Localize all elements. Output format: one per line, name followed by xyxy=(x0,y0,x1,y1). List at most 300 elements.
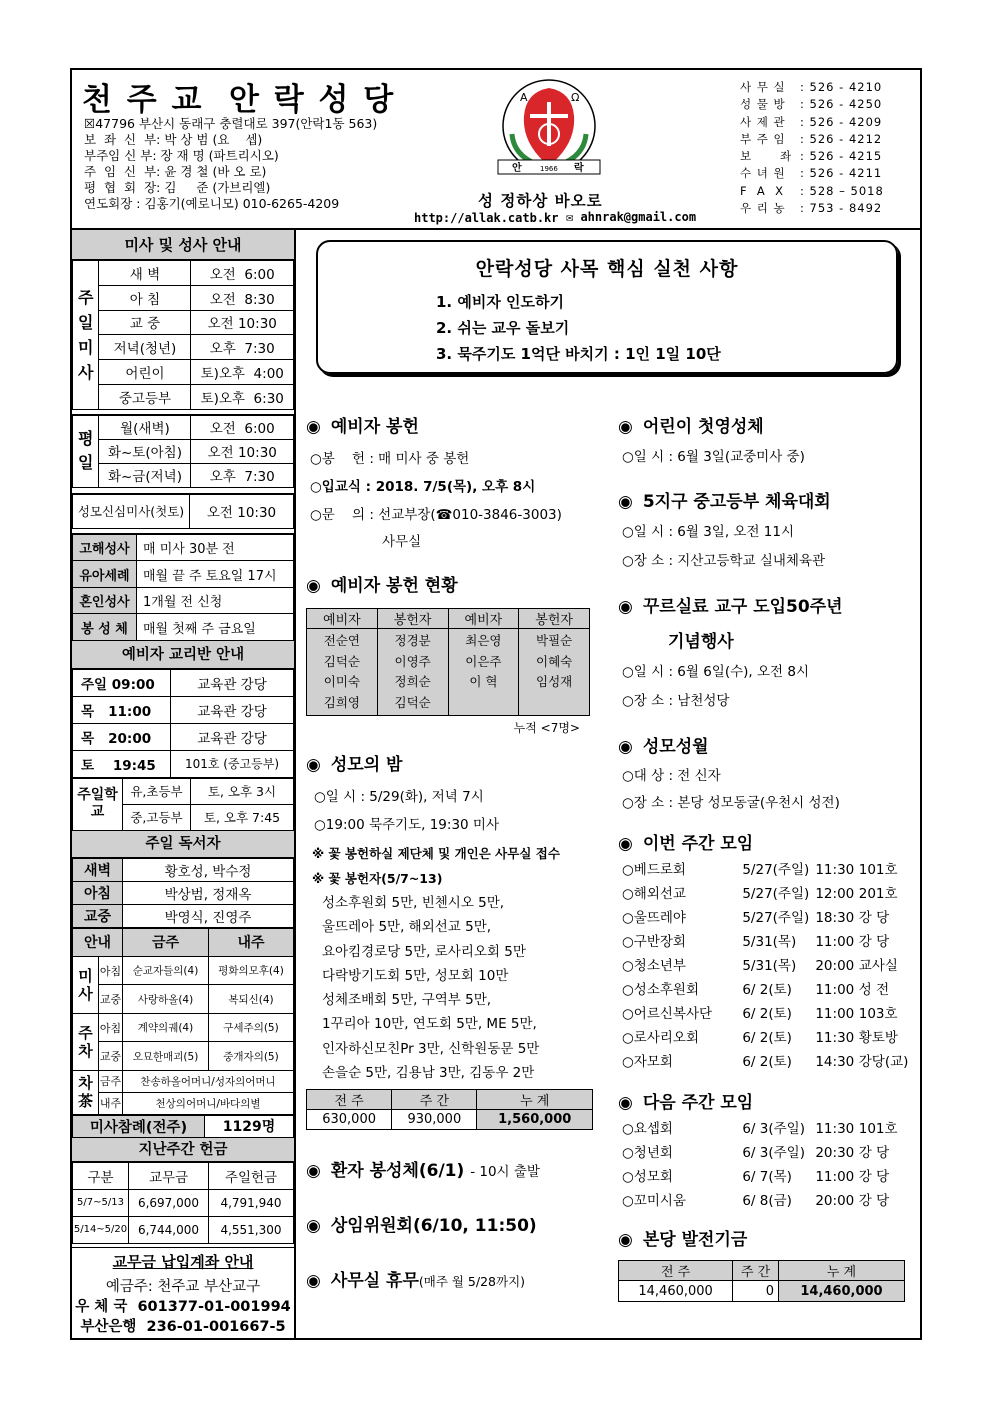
fund-head: 누 계 xyxy=(778,1261,904,1281)
section-title: 상임위원회(6/10, 11:50) xyxy=(330,1216,537,1237)
meeting-place: 101호 xyxy=(858,862,898,878)
sum-value: 930,000 xyxy=(392,1110,477,1130)
sunday-school-table xyxy=(72,778,294,831)
donor-line: 다락방기도회 5만, 성모회 10만 xyxy=(322,967,509,984)
mary-night-sum-table xyxy=(306,1089,593,1130)
guide-head: 안내 xyxy=(73,928,123,956)
r4-item: ○장 소 : 본당 성모동굴(우천시 성전) xyxy=(622,795,840,811)
guide-tea-name: 천상의어머니/바다의별 xyxy=(123,1092,294,1114)
reader-row xyxy=(73,904,294,927)
s1-list xyxy=(306,445,596,555)
guide-mass: 교중 xyxy=(99,985,123,1014)
readers-title: 주일 독서자 xyxy=(72,831,294,858)
r3-item: ○장 소 : 남천성당 xyxy=(622,693,730,709)
status-name: 박필순 xyxy=(536,633,573,648)
contact-number: 528 – 5018 xyxy=(809,183,884,198)
sunday-mass-row xyxy=(73,335,294,360)
offering-sunday: 4,551,300 xyxy=(209,1216,294,1243)
patron-saint: 성 정하상 바오로 xyxy=(478,192,603,210)
guide-this-week: 계약의궤(4) xyxy=(123,1013,209,1042)
meeting-place: 강당(교) xyxy=(858,1054,909,1070)
guide-this-week: 사랑하올(4) xyxy=(123,985,209,1014)
mass-title: 미사 및 성사 안내 xyxy=(72,230,294,260)
contact-sep: : xyxy=(800,183,810,198)
contact-list xyxy=(740,79,884,217)
catechumen-table xyxy=(72,669,294,778)
logo-alpha: A xyxy=(520,91,528,104)
target-bullet-icon: ◉ xyxy=(306,1216,321,1237)
section-building-fund xyxy=(618,1225,914,1250)
reader-names: 황호성, 박수정 xyxy=(123,858,294,881)
section-next-week xyxy=(618,1088,914,1113)
section-title: 성모성월 xyxy=(642,737,709,757)
meeting-date: 5/27(주일) xyxy=(742,910,810,926)
meeting-row xyxy=(622,978,914,1002)
weekday-mass-row xyxy=(73,463,294,487)
status-column xyxy=(307,629,378,716)
status-head: 봉헌자 xyxy=(377,609,448,629)
contact-row xyxy=(740,131,884,148)
sacrament-row xyxy=(73,614,294,641)
mass-time: 오전 10:30 xyxy=(191,439,294,463)
catechumen-row xyxy=(73,723,294,750)
contact-sep: : xyxy=(800,80,810,94)
contact-sep: : xyxy=(800,166,810,181)
contact-sep: : xyxy=(800,114,810,129)
staff-line: 평 협 회 장: 김 준 (가브리엘) xyxy=(84,180,271,195)
section-cursillo-line2: 기념행사 xyxy=(668,632,734,652)
weekday-mass-row xyxy=(73,415,294,439)
status-name: 이미숙 xyxy=(323,674,360,689)
guide-row xyxy=(73,1013,294,1042)
staff-line: 보 좌 신 부: 박 상 범 (요 셉) xyxy=(84,132,263,147)
guide-next-week: 복되신(4) xyxy=(209,985,294,1014)
mass-name: 화~금(저녁) xyxy=(99,463,191,487)
catechumen-place: 101호 (중고등부) xyxy=(171,750,294,777)
meeting-place: 교사실 xyxy=(858,958,898,974)
catechumen-time: 토 19:45 xyxy=(73,750,171,777)
status-name: 정희순 xyxy=(394,674,431,689)
guide-tea-week: 내주 xyxy=(99,1092,123,1114)
core-item: 2. 쉬는 교우 돌보기 xyxy=(436,319,570,337)
meeting-time: 20:00 xyxy=(815,1193,855,1209)
fund-value: 0 xyxy=(733,1281,779,1302)
sacrament-name: 유아세례 xyxy=(73,561,137,588)
guide-next-week: 구세주의(5) xyxy=(209,1013,294,1042)
status-name: 김덕순 xyxy=(394,694,431,710)
mass-time: 오전 8:30 xyxy=(191,285,294,310)
meeting-place: 성 전 xyxy=(858,982,890,998)
mass-time: 토)오후 4:00 xyxy=(191,360,294,385)
target-bullet-icon: ◉ xyxy=(618,417,633,437)
meeting-time: 11:00 xyxy=(815,1169,855,1185)
contact-label: 사 무 실 xyxy=(740,80,786,94)
section-first-communion xyxy=(618,412,914,437)
catechumen-row xyxy=(73,669,294,696)
meeting-date: 5/27(주일) xyxy=(742,886,810,902)
contact-row xyxy=(740,114,884,131)
contact-number: 753 - 8492 xyxy=(809,201,883,216)
staff-line: 주 임 신 부: 윤 경 철 (바 오 로) xyxy=(84,164,267,179)
target-bullet-icon: ◉ xyxy=(306,576,321,596)
reader-mass: 새벽 xyxy=(73,858,123,881)
meeting-place: 강 당 xyxy=(858,1193,890,1209)
contact-number: 526 - 4215 xyxy=(809,149,883,164)
sum-head: 누 계 xyxy=(477,1090,593,1110)
account-postoffice: 우 체 국 601377-01-001994 xyxy=(75,1298,291,1315)
mass-time: 오전 10:30 xyxy=(191,310,294,335)
status-name: 정경분 xyxy=(394,633,431,648)
offering-period: 5/7~5/13 xyxy=(73,1189,129,1216)
sunday-mass-row xyxy=(73,310,294,335)
offering-period: 5/14~5/20 xyxy=(73,1216,129,1243)
contact-label: 수 녀 원 xyxy=(740,166,786,181)
mass-name: 중고등부 xyxy=(99,384,191,409)
status-name: 임성재 xyxy=(536,674,573,689)
meeting-time: 11:30 xyxy=(815,1121,855,1137)
email-link[interactable] xyxy=(566,210,696,224)
section-title: 예비자 봉헌 xyxy=(330,417,419,437)
contact-row xyxy=(740,165,884,182)
address: ☒47796 부산시 동래구 충렬대로 397(안락1동 563) xyxy=(84,116,378,131)
s3-note: ※ 꽃 봉헌하실 제단체 및 개인은 사무실 접수 xyxy=(312,846,560,861)
status-name: 이은주 xyxy=(465,653,502,669)
fund-head: 전 주 xyxy=(619,1261,733,1281)
meeting-place: 강 당 xyxy=(858,910,890,926)
catechumen-place: 교육관 강당 xyxy=(171,723,294,750)
section-standing-committee xyxy=(306,1211,596,1236)
s3-list xyxy=(306,783,596,839)
right-column xyxy=(618,412,914,1302)
meeting-time: 11:30 xyxy=(815,1030,855,1046)
reader-names: 박상범, 정재옥 xyxy=(123,881,294,904)
status-name: 김희영 xyxy=(323,694,360,710)
contact-label: F A X xyxy=(740,183,784,198)
mass-name: 아 침 xyxy=(99,285,191,310)
status-head: 예비자 xyxy=(448,609,519,629)
school-group: 유,초등부 xyxy=(123,778,191,804)
section-title: 이번 주간 모임 xyxy=(642,834,754,854)
meeting-row xyxy=(622,954,914,978)
section-note: - 10시 출발 xyxy=(470,1164,540,1181)
section-note: (매주 월 5/28까지) xyxy=(418,1274,526,1290)
contact-label: 성 물 방 xyxy=(740,97,786,112)
mass-name: 새 벽 xyxy=(99,261,191,286)
meeting-name: ○구반장회 xyxy=(622,934,686,950)
guide-next-week: 중개자의(5) xyxy=(209,1042,294,1071)
meeting-time: 11:00 xyxy=(815,934,855,950)
this-week-list xyxy=(618,858,914,1074)
contact-row xyxy=(740,148,884,165)
meeting-name: ○자모회 xyxy=(622,1054,673,1070)
offering-head: 구분 xyxy=(73,1162,129,1189)
guide-label: 주차 xyxy=(73,1013,99,1070)
meeting-date: 6/ 2(토) xyxy=(742,1030,792,1046)
catechumen-status-table xyxy=(306,608,590,716)
reader-row xyxy=(73,858,294,881)
donor-line: 울뜨레아 5만, 해외선교 5만, xyxy=(322,919,492,936)
r3-item: ○일 시 : 6월 6일(수), 오전 8시 xyxy=(622,664,809,680)
catechumen-row xyxy=(73,750,294,777)
mass-name: 교 중 xyxy=(99,310,191,335)
attendance-label: 미사참례(전주) xyxy=(73,1115,205,1137)
section-sick-communion xyxy=(306,1156,596,1181)
parish-title: 천 주 교 안 락 성 당 xyxy=(82,82,396,118)
weekday-mass-row xyxy=(73,439,294,463)
website-link[interactable]: http://allak.catb.kr xyxy=(414,211,559,225)
target-bullet-icon: ◉ xyxy=(618,492,633,512)
contact-number: 526 - 4210 xyxy=(809,80,883,94)
logo-emblem-icon xyxy=(494,74,604,186)
section-title: 성모의 밤 xyxy=(330,755,403,775)
sacrament-name: 혼인성사 xyxy=(73,587,137,614)
reader-names: 박영식, 진영주 xyxy=(123,904,294,927)
weekday-label: 평일 xyxy=(73,415,99,487)
sunday-label: 주일미사 xyxy=(73,261,99,410)
section-this-week xyxy=(618,829,914,854)
meeting-date: 6/ 3(주일) xyxy=(742,1121,805,1137)
target-bullet-icon: ◉ xyxy=(306,755,321,775)
target-bullet-icon: ◉ xyxy=(306,417,321,437)
offering-dues: 6,744,000 xyxy=(129,1216,209,1243)
reader-row xyxy=(73,881,294,904)
mass-name: 화~토(아침) xyxy=(99,439,191,463)
meeting-place: 201호 xyxy=(858,886,898,902)
guide-mass: 교중 xyxy=(99,1042,123,1071)
sacrament-info: 매월 끝 주 토요일 17시 xyxy=(137,561,294,588)
s1-item: ○문 의 : 선교부장(☎010-3846-3003) xyxy=(310,507,562,523)
s3-item: ○일 시 : 5/29(화), 저녁 7시 xyxy=(314,789,484,805)
contact-number: 526 - 4209 xyxy=(809,114,883,129)
meeting-date: 5/31(목) xyxy=(742,934,797,950)
contact-sep: : xyxy=(800,201,810,216)
offering-title: 지난주간 헌금 xyxy=(72,1138,294,1162)
contact-number: 526 - 4250 xyxy=(809,97,883,112)
meeting-place: 103호 xyxy=(858,1006,898,1022)
meeting-row xyxy=(622,882,914,906)
envelope-icon: ✉ xyxy=(566,210,581,224)
meeting-time: 12:00 xyxy=(815,886,855,902)
sum-head: 주 간 xyxy=(392,1090,477,1110)
s1-item: ○봉 헌 : 매 미사 중 봉헌 xyxy=(310,451,470,467)
meeting-place: 강 당 xyxy=(858,1169,890,1185)
attendance-value: 1129명 xyxy=(205,1115,294,1137)
status-column xyxy=(448,629,519,716)
donor-list xyxy=(306,891,596,1085)
offering-head: 주일헌금 xyxy=(209,1162,294,1189)
column-divider xyxy=(294,228,296,1340)
status-name: 전순연 xyxy=(323,633,360,648)
guide-table xyxy=(72,928,294,1115)
meeting-time: 18:30 xyxy=(815,910,855,926)
left-column xyxy=(72,230,294,1337)
mass-time: 토)오후 6:30 xyxy=(191,384,294,409)
donor-line: 성소후원회 5만, 빈첸시오 5만, xyxy=(322,895,505,911)
status-name: 김덕순 xyxy=(323,653,360,669)
section-cursillo xyxy=(618,592,914,617)
target-bullet-icon: ◉ xyxy=(306,1161,321,1182)
catechumen-place: 교육관 강당 xyxy=(171,696,294,723)
target-bullet-icon: ◉ xyxy=(618,737,633,757)
logo-year: 1966 xyxy=(540,165,558,173)
account-title: 교무금 납입계좌 안내 xyxy=(112,1252,254,1271)
meeting-date: 6/ 2(토) xyxy=(742,1054,792,1070)
s1-item: ○입교식 : 2018. 7/5(목), 오후 8시 xyxy=(310,479,536,495)
guide-tea-label: 차茶 xyxy=(73,1070,99,1114)
target-bullet-icon: ◉ xyxy=(306,1271,321,1292)
contact-row xyxy=(740,96,884,113)
mass-name: 어린이 xyxy=(99,360,191,385)
sum-total: 1,560,000 xyxy=(477,1110,593,1130)
contact-row xyxy=(740,79,884,96)
meeting-name: ○요셉회 xyxy=(622,1121,673,1137)
mass-time: 오전 6:00 xyxy=(191,415,294,439)
status-name: 이영주 xyxy=(394,653,431,669)
guide-tea-row xyxy=(73,1092,294,1114)
donor-line: 1꾸리아 10만, 연도회 5만, ME 5만, xyxy=(322,1016,537,1033)
meeting-date: 5/27(주일) xyxy=(742,862,810,878)
first-sat-label: 성모신심미사(첫토) xyxy=(73,494,190,528)
offering-table xyxy=(72,1162,294,1244)
meeting-row xyxy=(622,1050,914,1074)
core-box xyxy=(316,240,898,374)
meeting-place: 강 당 xyxy=(858,1145,890,1161)
meeting-date: 6/ 2(토) xyxy=(742,982,792,998)
guide-tea-row xyxy=(73,1070,294,1092)
section-marian-month xyxy=(618,732,914,757)
meeting-row xyxy=(622,1002,914,1026)
target-bullet-icon: ◉ xyxy=(618,1230,633,1250)
meeting-name: ○로사리오회 xyxy=(622,1030,699,1046)
weekday-mass-table xyxy=(72,415,294,488)
fund-head: 주 간 xyxy=(733,1261,779,1281)
meeting-date: 6/ 8(금) xyxy=(742,1193,792,1209)
meeting-name: ○청년회 xyxy=(622,1145,673,1161)
sunday-mass-row xyxy=(73,384,294,409)
sacrament-row xyxy=(73,534,294,561)
guide-tea-week: 금주 xyxy=(99,1070,123,1092)
donor-line: 성체조배회 5만, 구역부 5만, xyxy=(322,992,492,1009)
fund-value: 14,460,000 xyxy=(619,1281,733,1302)
catechumen-time: 목 20:00 xyxy=(73,723,171,750)
offering-row xyxy=(73,1189,294,1216)
contact-sep: : xyxy=(800,131,810,146)
section-youth-sports xyxy=(618,487,914,512)
first-saturday-table xyxy=(72,494,294,529)
section-catechumen-offering xyxy=(306,412,596,437)
contact-sep: : xyxy=(800,149,810,164)
donor-line: 손을순 5만, 김용남 3만, 김동우 2만 xyxy=(322,1065,535,1082)
middle-column xyxy=(306,412,596,1291)
guide-next-week: 평화의모후(4) xyxy=(209,956,294,985)
guide-mass: 아침 xyxy=(99,1013,123,1042)
meeting-place: 강 당 xyxy=(858,934,890,950)
mass-time: 오후 7:30 xyxy=(191,335,294,360)
contact-number: 526 - 4212 xyxy=(809,131,883,146)
readers-table xyxy=(72,858,294,928)
section-office-closed xyxy=(306,1266,596,1291)
reader-mass: 아침 xyxy=(73,881,123,904)
guide-head: 내주 xyxy=(209,928,294,956)
meeting-time: 11:30 xyxy=(815,862,855,878)
catechumen-row xyxy=(73,696,294,723)
meeting-place: 황토방 xyxy=(858,1030,898,1046)
reader-mass: 교중 xyxy=(73,904,123,927)
meeting-name: ○베드로회 xyxy=(622,862,686,878)
donor-line: 요아킴경로당 5만, 로사리오회 5만 xyxy=(322,943,526,960)
meeting-name: ○청소년부 xyxy=(622,958,686,974)
contact-label: 부 주 임 xyxy=(740,131,786,146)
meeting-name: ○울뜨레야 xyxy=(622,910,686,926)
header-info xyxy=(84,117,377,212)
guide-row xyxy=(73,1042,294,1071)
sacrament-row xyxy=(73,587,294,614)
mass-name: 월(새벽) xyxy=(99,415,191,439)
school-time: 토, 오후 7:45 xyxy=(191,804,294,830)
meeting-time: 14:30 xyxy=(815,1054,855,1070)
account-busan-bank: 부산은행 236-01-001667-5 xyxy=(80,1318,286,1335)
logo-omega: Ω xyxy=(571,91,580,104)
section-title: 예비자 봉헌 현황 xyxy=(330,576,458,596)
meeting-name: ○어르신복사단 xyxy=(622,1006,713,1022)
meeting-name: ○성모회 xyxy=(622,1169,673,1185)
fund-total: 14,460,000 xyxy=(778,1281,904,1302)
status-name: 이 혁 xyxy=(469,674,498,689)
target-bullet-icon: ◉ xyxy=(618,834,633,854)
target-bullet-icon: ◉ xyxy=(618,1093,633,1113)
building-fund-table xyxy=(618,1260,905,1302)
meeting-name: ○성소후원회 xyxy=(622,982,699,998)
meeting-row xyxy=(622,930,914,954)
sum-head: 전 주 xyxy=(307,1090,392,1110)
offering-head: 교무금 xyxy=(129,1162,209,1189)
section-title: 본당 발전기금 xyxy=(642,1230,748,1250)
core-item: 1. 예비자 인도하기 xyxy=(436,293,565,311)
meeting-row xyxy=(622,906,914,930)
mass-time: 오전 6:00 xyxy=(191,261,294,286)
section-mary-night xyxy=(306,750,596,775)
sunday-mass-row xyxy=(73,261,294,286)
sacrament-info: 매 미사 30분 전 xyxy=(137,534,294,561)
status-name: 최은영 xyxy=(465,633,502,648)
status-total: 누적 <7명> xyxy=(513,721,580,735)
s3-donors-title: ※ 꽃 봉헌자(5/7~13) xyxy=(312,871,443,886)
meeting-time: 11:00 xyxy=(815,1006,855,1022)
contact-number: 526 - 4211 xyxy=(809,166,883,181)
meeting-time: 20:30 xyxy=(815,1145,855,1161)
r1-item: ○일 시 : 6월 3일(교중미사 중) xyxy=(622,449,805,465)
r4-item: ○대 상 : 전 신자 xyxy=(622,768,721,784)
meeting-row xyxy=(622,858,914,882)
section-catechumen-status xyxy=(306,571,596,596)
contact-label: 사 제 관 xyxy=(740,114,786,129)
email-text: ahnrak@gmail.com xyxy=(580,210,697,224)
status-column xyxy=(519,629,590,716)
school-group: 중,고등부 xyxy=(123,804,191,830)
parish-logo xyxy=(494,74,604,186)
guide-row xyxy=(73,985,294,1014)
sunday-mass-table xyxy=(72,260,294,410)
core-item: 3. 묵주기도 1억단 바치기 : 1인 1일 10단 xyxy=(436,345,721,363)
sacrament-info: 1개월 전 신청 xyxy=(137,587,294,614)
catechumen-title: 예비자 교리반 안내 xyxy=(72,641,294,669)
sacrament-table xyxy=(72,534,294,641)
meeting-date: 5/31(목) xyxy=(742,958,797,974)
meeting-row xyxy=(622,1189,914,1213)
meeting-row xyxy=(622,1141,914,1165)
offering-sunday: 4,791,940 xyxy=(209,1189,294,1216)
target-bullet-icon: ◉ xyxy=(618,597,633,617)
